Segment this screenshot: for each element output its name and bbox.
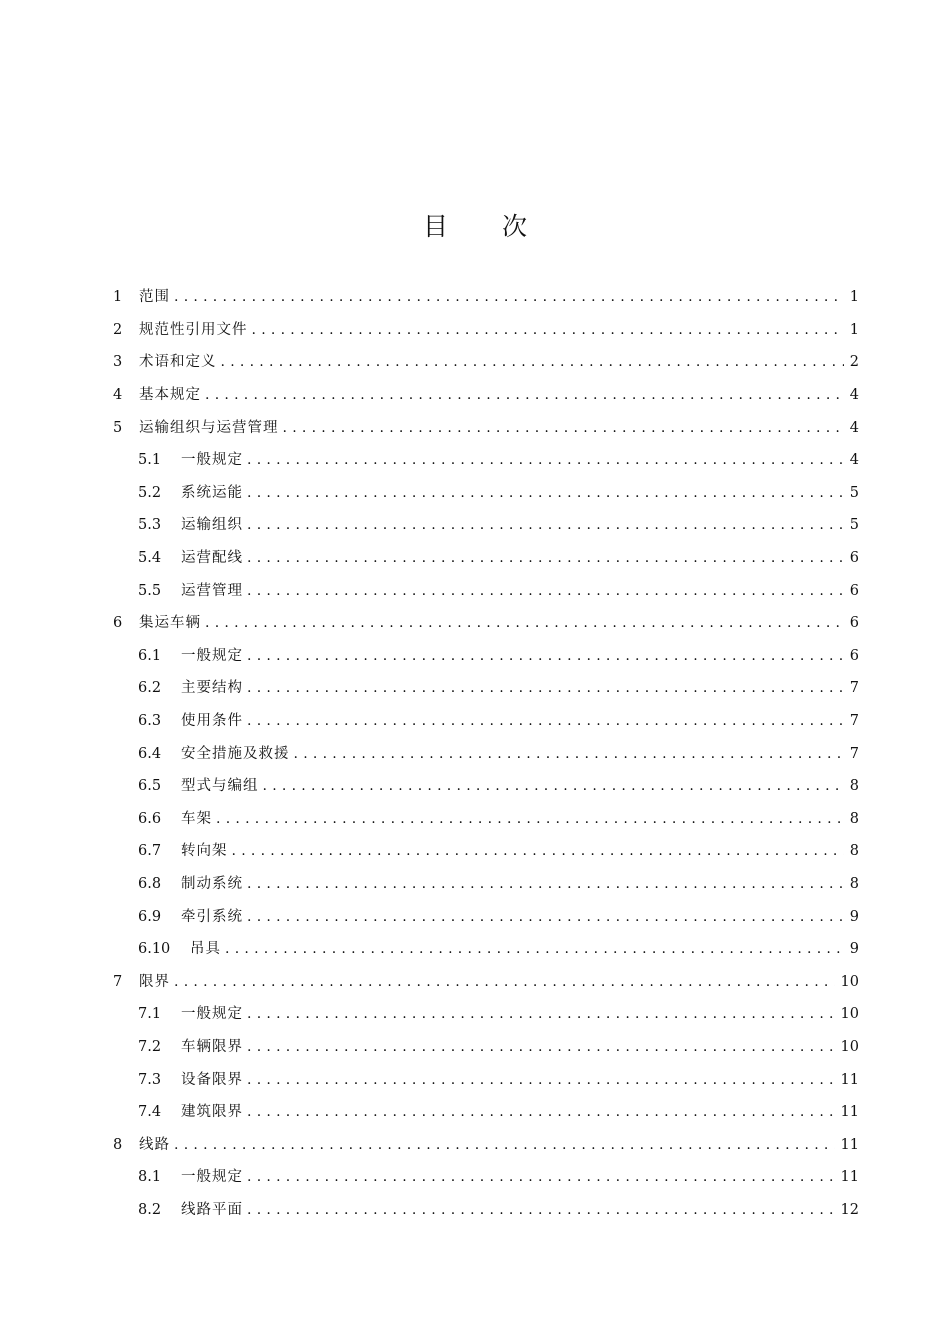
dot-leader: [174, 972, 835, 992]
toc-chapter-entry[interactable]: [0, 281, 950, 314]
toc-entry-page-number: 8: [849, 875, 859, 892]
toc-entry-number: 6: [113, 615, 123, 632]
toc-entry-page-number: 9: [849, 908, 859, 925]
toc-section-entry[interactable]: [0, 803, 950, 836]
dot-leader: [225, 939, 844, 959]
dot-leader: [247, 1167, 835, 1187]
toc-section-entry[interactable]: [0, 835, 950, 868]
toc-entry-number: 6.7: [138, 843, 162, 860]
dot-leader: [221, 352, 844, 372]
toc-section-entry[interactable]: [0, 1031, 950, 1064]
toc-chapter-entry[interactable]: [0, 607, 950, 640]
toc-entry-label: 线路: [139, 1136, 170, 1153]
dot-leader: [247, 581, 844, 601]
toc-chapter-entry[interactable]: [0, 314, 950, 347]
toc-entry-label: 制动系统: [181, 875, 243, 892]
toc-section-entry[interactable]: [0, 574, 950, 607]
toc-entry-page-number: 1: [849, 321, 859, 338]
toc-section-entry[interactable]: [0, 640, 950, 673]
table-of-contents: [0, 281, 950, 1226]
dot-leader: [216, 809, 844, 829]
toc-entry-number: 1: [113, 289, 123, 306]
toc-entry-page-number: 8: [849, 778, 859, 795]
toc-entry-page-number: 11: [840, 1136, 859, 1153]
toc-entry-label: 吊具: [190, 941, 221, 958]
toc-section-entry[interactable]: [0, 1194, 950, 1227]
toc-section-entry[interactable]: [0, 1161, 950, 1194]
toc-entry-number: 5.3: [138, 517, 162, 534]
toc-entry-label: 线路平面: [181, 1201, 243, 1218]
toc-entry-number: 8.1: [138, 1169, 162, 1186]
dot-leader: [247, 450, 844, 470]
toc-entry-number: 7: [113, 973, 123, 990]
toc-entry-label: 集运车辆: [139, 615, 201, 632]
toc-section-entry[interactable]: [0, 770, 950, 803]
toc-entry-label: 主要结构: [181, 680, 243, 697]
toc-entry-page-number: 10: [840, 973, 859, 990]
toc-entry-page-number: 7: [849, 680, 859, 697]
dot-leader: [247, 1102, 835, 1122]
toc-entry-page-number: 5: [849, 517, 859, 534]
toc-entry-page-number: 12: [840, 1201, 859, 1218]
toc-entry-number: 8.2: [138, 1201, 162, 1218]
toc-entry-label: 运营管理: [181, 582, 243, 599]
toc-entry-label: 运输组织: [181, 517, 243, 534]
dot-leader: [247, 646, 844, 666]
toc-entry-label: 设备限界: [181, 1071, 243, 1088]
toc-section-entry[interactable]: [0, 444, 950, 477]
toc-entry-page-number: 5: [849, 484, 859, 501]
toc-entry-number: 6.4: [138, 745, 162, 762]
toc-entry-label: 建筑限界: [181, 1104, 243, 1121]
toc-entry-page-number: 2: [849, 354, 859, 371]
toc-section-entry[interactable]: [0, 542, 950, 575]
toc-entry-number: 5.1: [138, 452, 162, 469]
toc-entry-label: 转向架: [181, 843, 228, 860]
toc-section-entry[interactable]: [0, 509, 950, 542]
toc-entry-label: 运输组织与运营管理: [139, 419, 279, 436]
dot-leader: [247, 907, 844, 927]
toc-entry-label: 一般规定: [181, 1006, 243, 1023]
toc-entry-number: 6.10: [138, 941, 171, 958]
toc-entry-page-number: 9: [849, 941, 859, 958]
toc-entry-number: 5: [113, 419, 123, 436]
toc-entry-page-number: 8: [849, 810, 859, 827]
toc-entry-number: 7.4: [138, 1104, 162, 1121]
toc-entry-page-number: 4: [849, 419, 859, 436]
toc-entry-label: 限界: [139, 973, 170, 990]
dot-leader: [252, 320, 844, 340]
toc-entry-label: 型式与编组: [181, 778, 259, 795]
dot-leader: [174, 1135, 835, 1155]
toc-entry-number: 6.8: [138, 875, 162, 892]
toc-section-entry[interactable]: [0, 705, 950, 738]
dot-leader: [247, 1004, 835, 1024]
toc-entry-number: 6.1: [138, 647, 162, 664]
dot-leader: [247, 678, 844, 698]
toc-entry-label: 规范性引用文件: [139, 321, 248, 338]
toc-entry-label: 一般规定: [181, 452, 243, 469]
toc-section-entry[interactable]: [0, 868, 950, 901]
toc-entry-page-number: 6: [849, 615, 859, 632]
dot-leader: [232, 841, 844, 861]
toc-entry-label: 一般规定: [181, 647, 243, 664]
dot-leader: [247, 1200, 835, 1220]
toc-section-entry[interactable]: [0, 900, 950, 933]
dot-leader: [205, 613, 844, 633]
toc-entry-label: 系统运能: [181, 484, 243, 501]
toc-chapter-entry[interactable]: [0, 1128, 950, 1161]
toc-entry-page-number: 11: [840, 1169, 859, 1186]
dot-leader: [247, 515, 844, 535]
toc-entry-number: 7.1: [138, 1006, 162, 1023]
toc-entry-number: 6.6: [138, 810, 162, 827]
toc-entry-page-number: 6: [849, 647, 859, 664]
dot-leader: [263, 776, 844, 796]
toc-entry-page-number: 1: [849, 289, 859, 306]
toc-entry-page-number: 4: [849, 387, 859, 404]
toc-section-entry[interactable]: [0, 672, 950, 705]
toc-entry-label: 术语和定义: [139, 354, 217, 371]
toc-entry-label: 车架: [181, 810, 212, 827]
toc-entry-number: 2: [113, 321, 123, 338]
dot-leader: [247, 548, 844, 568]
toc-entry-page-number: 7: [849, 745, 859, 762]
toc-section-entry[interactable]: [0, 998, 950, 1031]
dot-leader: [174, 287, 844, 307]
toc-entry-number: 4: [113, 387, 123, 404]
toc-entry-page-number: 4: [849, 452, 859, 469]
toc-section-entry[interactable]: [0, 1063, 950, 1096]
toc-entry-number: 3: [113, 354, 123, 371]
page-title: 目次: [422, 211, 581, 241]
dot-leader: [283, 418, 844, 438]
toc-entry-number: 8: [113, 1136, 123, 1153]
toc-entry-label: 基本规定: [139, 387, 201, 404]
toc-entry-label: 一般规定: [181, 1169, 243, 1186]
dot-leader: [247, 711, 844, 731]
toc-entry-label: 安全措施及救援: [181, 745, 290, 762]
toc-entry-number: 7.3: [138, 1071, 162, 1088]
toc-chapter-entry[interactable]: [0, 379, 950, 412]
toc-entry-label: 使用条件: [181, 713, 243, 730]
toc-entry-page-number: 6: [849, 582, 859, 599]
toc-entry-number: 6.5: [138, 778, 162, 795]
toc-entry-label: 运营配线: [181, 550, 243, 567]
toc-entry-number: 7.2: [138, 1038, 162, 1055]
dot-leader: [247, 483, 844, 503]
toc-chapter-entry[interactable]: [0, 411, 950, 444]
dot-leader: [205, 385, 844, 405]
toc-entry-number: 6.2: [138, 680, 162, 697]
toc-entry-label: 车辆限界: [181, 1038, 243, 1055]
toc-section-entry[interactable]: [0, 477, 950, 510]
toc-entry-page-number: 6: [849, 550, 859, 567]
dot-leader: [247, 1070, 835, 1090]
toc-entry-number: 6.9: [138, 908, 162, 925]
toc-entry-number: 6.3: [138, 713, 162, 730]
dot-leader: [294, 744, 844, 764]
toc-entry-page-number: 11: [840, 1104, 859, 1121]
toc-entry-number: 5.4: [138, 550, 162, 567]
toc-entry-number: 5.5: [138, 582, 162, 599]
dot-leader: [247, 874, 844, 894]
toc-entry-page-number: 11: [840, 1071, 859, 1088]
toc-entry-label: 范围: [139, 289, 170, 306]
toc-entry-page-number: 7: [849, 713, 859, 730]
toc-entry-page-number: 10: [840, 1006, 859, 1023]
toc-entry-page-number: 10: [840, 1038, 859, 1055]
toc-entry-page-number: 8: [849, 843, 859, 860]
toc-section-entry[interactable]: [0, 933, 950, 966]
toc-entry-number: 5.2: [138, 484, 162, 501]
toc-section-entry[interactable]: [0, 737, 950, 770]
dot-leader: [247, 1037, 835, 1057]
toc-section-entry[interactable]: [0, 1096, 950, 1129]
toc-chapter-entry[interactable]: [0, 346, 950, 379]
toc-chapter-entry[interactable]: [0, 965, 950, 998]
toc-entry-label: 牵引系统: [181, 908, 243, 925]
